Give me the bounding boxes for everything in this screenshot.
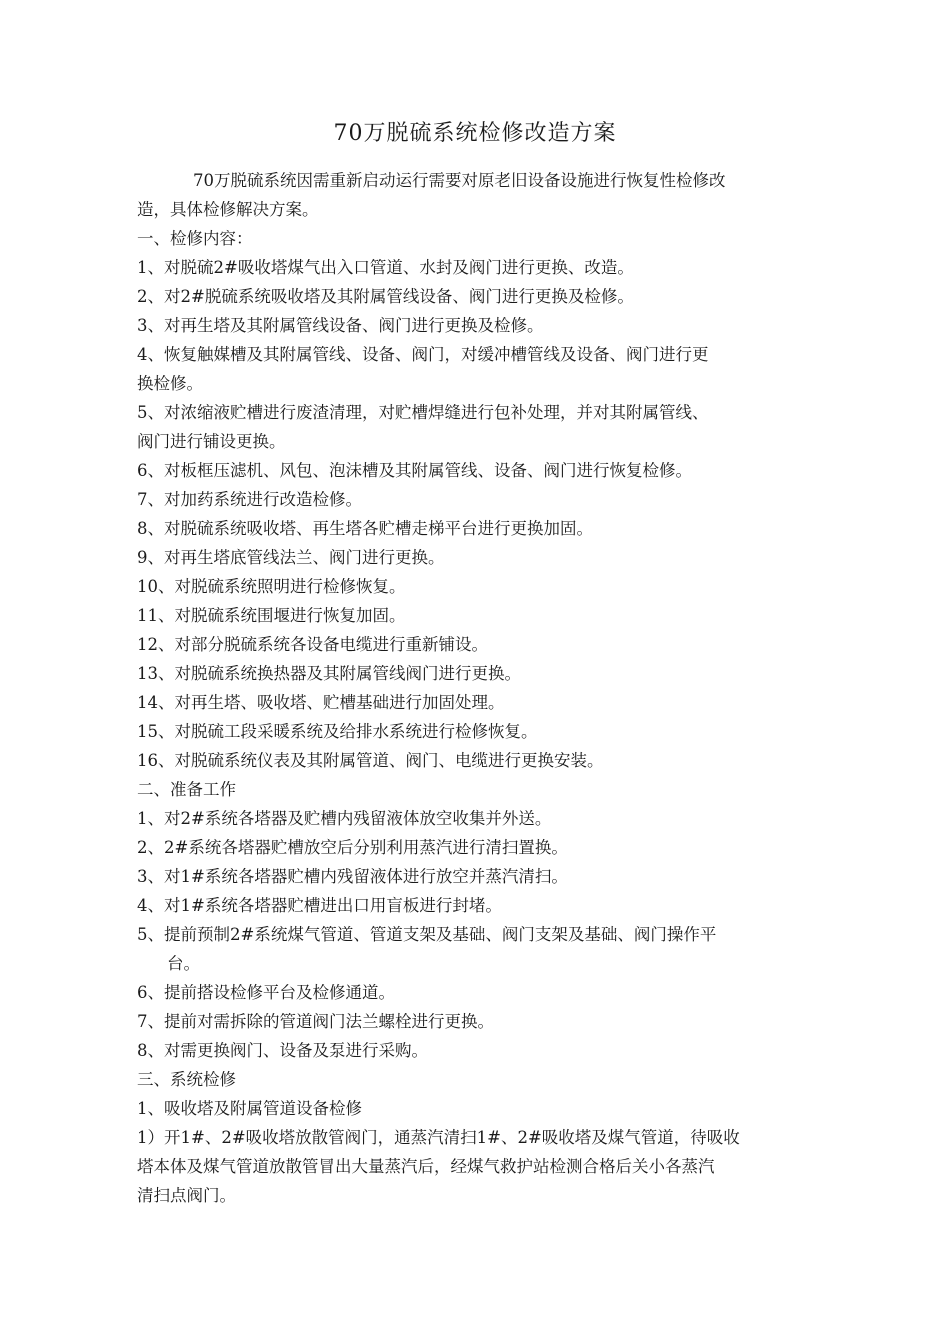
list-item: 13、对脱硫系统换热器及其附属管线阀门进行更换。	[137, 664, 521, 683]
list-item-continued: 阀门进行铺设更换。	[137, 432, 286, 451]
list-item: 6、对板框压滤机、风包、泡沫槽及其附属管线、设备、阀门进行恢复检修。	[137, 461, 692, 480]
list-item: 9、对再生塔底管线法兰、阀门进行更换。	[137, 548, 445, 567]
list-item: 1、对2#系统各塔器及贮槽内残留液体放空收集并外送。	[137, 809, 552, 828]
list-item: 6、提前搭设检修平台及检修通道。	[137, 983, 395, 1002]
list-item: 8、对需更换阀门、设备及泵进行采购。	[137, 1041, 428, 1060]
list-item: 2、2#系统各塔器贮槽放空后分别利用蒸汽进行清扫置换。	[137, 838, 568, 857]
list-item: 16、对脱硫系统仪表及其附属管道、阀门、电缆进行更换安装。	[137, 751, 604, 770]
list-item: 12、对部分脱硫系统各设备电缆进行重新铺设。	[137, 635, 488, 654]
paragraph-line: 清扫点阀门。	[137, 1186, 236, 1205]
intro-line: 70万脱硫系统因需重新启动运行需要对原老旧设备设施进行恢复性检修改	[193, 171, 726, 190]
intro-line: 造，具体检修解决方案。	[137, 200, 319, 219]
list-item: 2、对2#脱硫系统吸收塔及其附属管线设备、阀门进行更换及检修。	[137, 287, 634, 306]
section-heading: 二、准备工作	[137, 780, 236, 799]
list-item: 7、提前对需拆除的管道阀门法兰螺栓进行更换。	[137, 1012, 494, 1031]
list-item: 15、对脱硫工段采暖系统及给排水系统进行检修恢复。	[137, 722, 538, 741]
paragraph-line: 1）开1#、2#吸收塔放散管阀门，通蒸汽清扫1#、2#吸收塔及煤气管道，待吸收	[137, 1128, 740, 1147]
section-heading: 一、检修内容：	[137, 229, 253, 248]
list-item: 4、恢复触媒槽及其附属管线、设备、阀门，对缓冲槽管线及设备、阀门进行更	[137, 345, 709, 364]
list-item: 5、对浓缩液贮槽进行废渣清理，对贮槽焊缝进行包补处理，并对其附属管线、	[137, 403, 709, 422]
list-item-continued: 换检修。	[137, 374, 203, 393]
page-title: 70万脱硫系统检修改造方案	[333, 121, 617, 146]
list-item: 7、对加药系统进行改造检修。	[137, 490, 362, 509]
list-item: 3、对1#系统各塔器贮槽内残留液体进行放空并蒸汽清扫。	[137, 867, 568, 886]
list-item: 10、对脱硫系统照明进行检修恢复。	[137, 577, 406, 596]
paragraph-line: 塔本体及煤气管道放散管冒出大量蒸汽后，经煤气救护站检测合格后关小各蒸汽	[137, 1157, 715, 1176]
section-heading: 三、系统检修	[137, 1070, 236, 1089]
list-item: 4、对1#系统各塔器贮槽进出口用盲板进行封堵。	[137, 896, 502, 915]
document-body	[137, 166, 807, 1210]
subsection-heading: 1、吸收塔及附属管道设备检修	[137, 1099, 362, 1118]
list-item: 11、对脱硫系统围堰进行恢复加固。	[137, 606, 406, 625]
list-item: 3、对再生塔及其附属管线设备、阀门进行更换及检修。	[137, 316, 544, 335]
list-item-continued: 台。	[167, 954, 200, 973]
list-item: 8、对脱硫系统吸收塔、再生塔各贮槽走梯平台进行更换加固。	[137, 519, 593, 538]
list-item: 1、对脱硫2#吸收塔煤气出入口管道、水封及阀门进行更换、改造。	[137, 258, 634, 277]
list-item: 14、对再生塔、吸收塔、贮槽基础进行加固处理。	[137, 693, 505, 712]
list-item: 5、提前预制2#系统煤气管道、管道支架及基础、阀门支架及基础、阀门操作平	[137, 925, 717, 944]
